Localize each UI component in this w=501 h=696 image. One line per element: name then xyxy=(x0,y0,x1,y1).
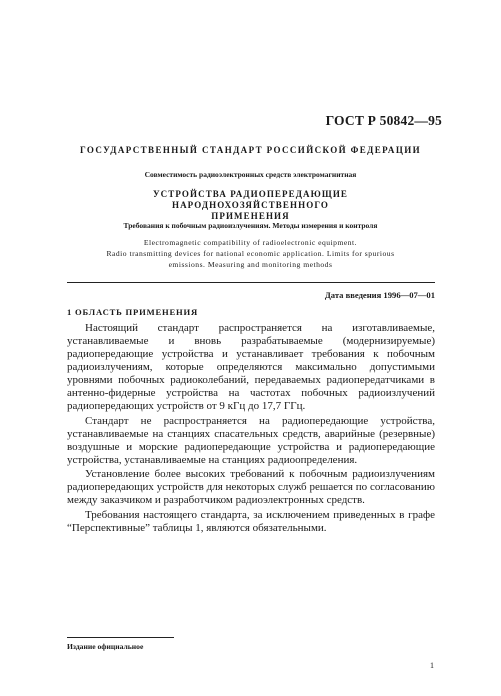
edition-note: Издание официальное xyxy=(67,642,144,651)
compatibility-heading: Совместимость радиоэлектронных средств электромагнитная xyxy=(144,170,357,179)
organization-title: ГОСУДАРСТВЕННЫЙ СТАНДАРТ РОССИЙСКОЙ ФЕДЕРАЦИИ xyxy=(79,145,422,155)
document-code: ГОСТ Р 50842—95 xyxy=(325,113,442,128)
introduction-date: Дата введения 1996—07—01 xyxy=(324,290,435,300)
english-title-line-3: emissions. Measuring and monitoring methods xyxy=(168,260,333,269)
subtitle: Требования к побочным радиоизлучениям. Методы измерения и контроля xyxy=(123,221,378,230)
page-number: 1 xyxy=(430,661,434,670)
footer-divider xyxy=(67,637,174,638)
english-title-line-2: Radio transmitting devices for national economic application. Limits for spurious xyxy=(106,249,395,258)
paragraph-2: Стандарт не распространяется на радиопередающие устройства, устанавливаемые на станциях спасательных средств, аварийные (резервные) воздушные и морские радиопередающие устройства и радиопередающие устройства, устанавливаемые на станциях радиоопределения. xyxy=(67,414,435,466)
english-title-line-1: Electromagnetic compatibility of radioelectronic equipment. xyxy=(143,238,358,247)
body-text xyxy=(67,322,435,536)
header-divider xyxy=(67,282,435,283)
main-title-line-2: ПРИМЕНЕНИЯ xyxy=(211,211,290,221)
paragraph-4: Требования настоящего стандарта, за исключением приведенных в графе “Перспективные” таблицы 1, являются обязательными. xyxy=(67,508,435,534)
main-title xyxy=(80,189,421,222)
paragraph-3: Установление более высоких требований к побочным радиоизлучениям радиопередающих устройств для некоторых служб решается по согласованию между заказчиком и разработчиком радиоэлектронных средств. xyxy=(67,468,435,506)
main-title-line-1: УСТРОЙСТВА РАДИОПЕРЕДАЮЩИЕ НАРОДНОХОЗЯЙСТВЕННОГО xyxy=(152,189,349,210)
section-heading: 1 ОБЛАСТЬ ПРИМЕНЕНИЯ xyxy=(67,307,198,317)
english-title xyxy=(70,237,431,270)
paragraph-1: Настоящий стандарт распространяется на изготавливаемые, устанавливаемые и вновь разрабатываемые (модернизируемые) радиопередающие устройства и устанавливает требования к побочным радиоизлучениям, которые определяются максимально допустимыми уровнями побочных радиоколебаний, передаваемых радиопередатчиками в антенно-фидерные устройства на частотах побочных радиоизлучений радиопередающих устройств от 9 кГц до 17,7 ГГц. xyxy=(67,322,435,412)
